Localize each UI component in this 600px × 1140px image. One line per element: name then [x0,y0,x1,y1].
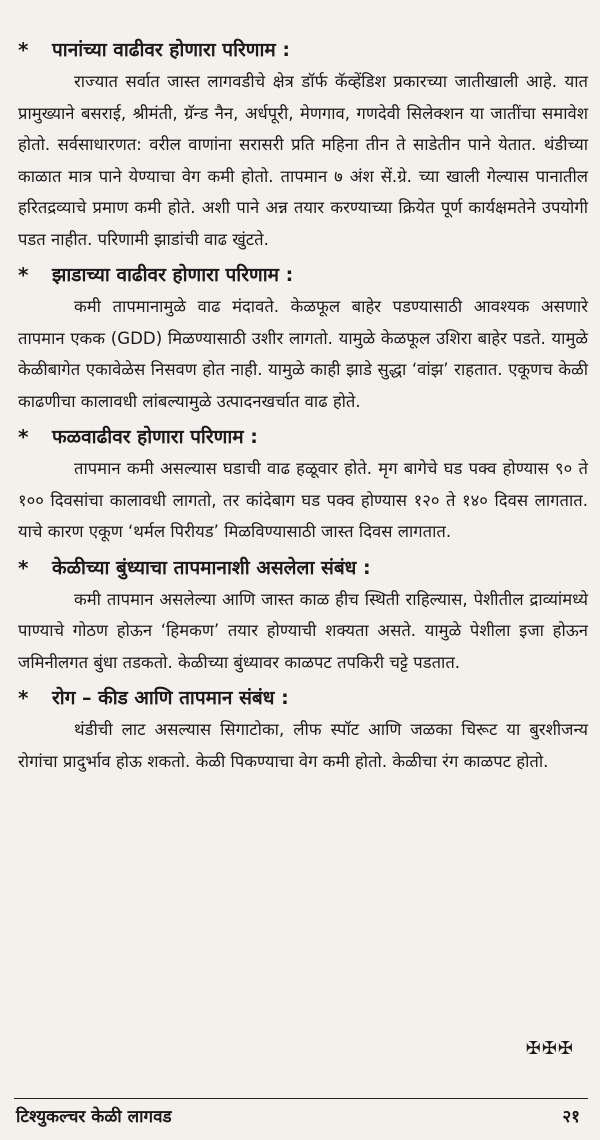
section-heading-text: रोग – कीड आणि तापमान संबंध : [52,687,289,709]
section-paragraph: कमी तापमान असलेल्या आणि जास्त काळ हीच स्थिती राहिल्यास, पेशीतील द्राव्यांमध्ये पाण्याचे गोठण होऊन ‘हिमकण’ तयार होण्याची शक्यता असते. यामुळे पेशीला इजा होऊन जमिनीलगत बुंधा तडकतो. केळीच्या बुंध्यावर काळपट तपकिरी चट्टे पडतात. [18,589,588,672]
bullet-star-icon: * [18,425,29,449]
footer-book-title: टिश्युकल्चर केळी लागवड [16,1107,172,1127]
section-heading-text: पानांच्या वाढीवर होणारा परिणाम : [52,39,291,61]
section-heading [18,423,588,451]
section-heading [18,684,588,712]
section-paragraph: थंडीची लाट असल्यास सिगाटोका, लीफ स्पॉट आणि जळका चिरूट या बुरशीजन्य रोगांचा प्रादुर्भाव होऊ शकतो. केळी पिकण्याचा वेग कमी होतो. केळीचा रंग काळपट होतो. [18,720,588,771]
section-heading [18,554,588,582]
section-pseudostem-temperature [18,554,588,679]
bullet-star-icon: * [18,38,29,62]
section-leaf-growth [18,36,588,255]
footer-divider [14,1098,588,1099]
bullet-star-icon: * [18,263,29,287]
bullet-star-icon: * [18,686,29,710]
page-content [18,36,588,783]
section-paragraph: तापमान कमी असल्यास घडाची वाढ हळूवार होते. मृग बागेचे घड पक्व होण्यास ९० ते १०० दिवसांचा कालावधी लागतो, तर कांदेबाग घड पक्व होण्यास १२० ते १४० दिवस लागतात. याचे कारण एकूण ‘थर्मल पिरीयड’ मिळविण्यासाठी जास्त दिवस लागतात. [18,459,588,541]
section-plant-growth [18,261,588,417]
end-ornament-icon: ✠✠✠ [525,1038,574,1059]
section-paragraph: राज्यात सर्वात जास्त लागवडीचे क्षेत्र डॉर्फ कॅव्हेंडिश प्रकारच्या जातीखाली आहे. यात प्रामुख्याने बसराई, श्रीमंती, ग्रॅन्ड नैन, अर्धपूरी, मेणगाव, गणदेवी सिलेक्शन या जातींचा समावेश होतो. सर्वसाधारणत: वरील वाणांना सरासरी प्रति महिना तीन ते साडेतीन पाने येतात. थंडीच्या काळात मात्र पाने येण्याचा वेग कमी होतो. तापमान ७ अंश सें.ग्रे. च्या खाली गेल्यास पानातील हरितद्रव्याचे प्रमाण कमी होते. अशी पाने अन्न तयार करण्याच्या क्रियेत पूर्ण कार्यक्षमतेने उपयोगी पडत नाहीत. परिणामी झाडांची वाढ खुंटते. [18,72,588,249]
section-fruit-growth [18,423,588,548]
section-heading [18,36,588,64]
footer-page-number: २१ [562,1107,580,1127]
section-heading-text: झाडाच्या वाढीवर होणारा परिणाम : [52,264,294,286]
section-paragraph: कमी तापमानामुळे वाढ मंदावते. केळफूल बाहेर पडण्यासाठी आवश्यक असणारे तापमान एकक (GDD) मिळण्यासाठी उशीर लागतो. यामुळे केळफूल उशिरा बाहेर पडते. यामुळे केळीबागेत एकावेळेस निसवण होत नाही. यामुळे काही झाडे सुद्धा ‘वांझ’ राहतात. एकूणच केळी काढणीचा कालावधी लांबल्यामुळे उत्पादनखर्चात वाढ होते. [18,297,588,411]
section-heading [18,261,588,289]
section-heading-text: फळवाढीवर होणारा परिणाम : [52,426,258,448]
section-heading-text: केळीच्या बुंध्याचा तापमानाशी असलेला संबंध : [52,556,371,579]
section-disease-pest-temperature [18,684,588,777]
bullet-star-icon: * [18,555,29,580]
